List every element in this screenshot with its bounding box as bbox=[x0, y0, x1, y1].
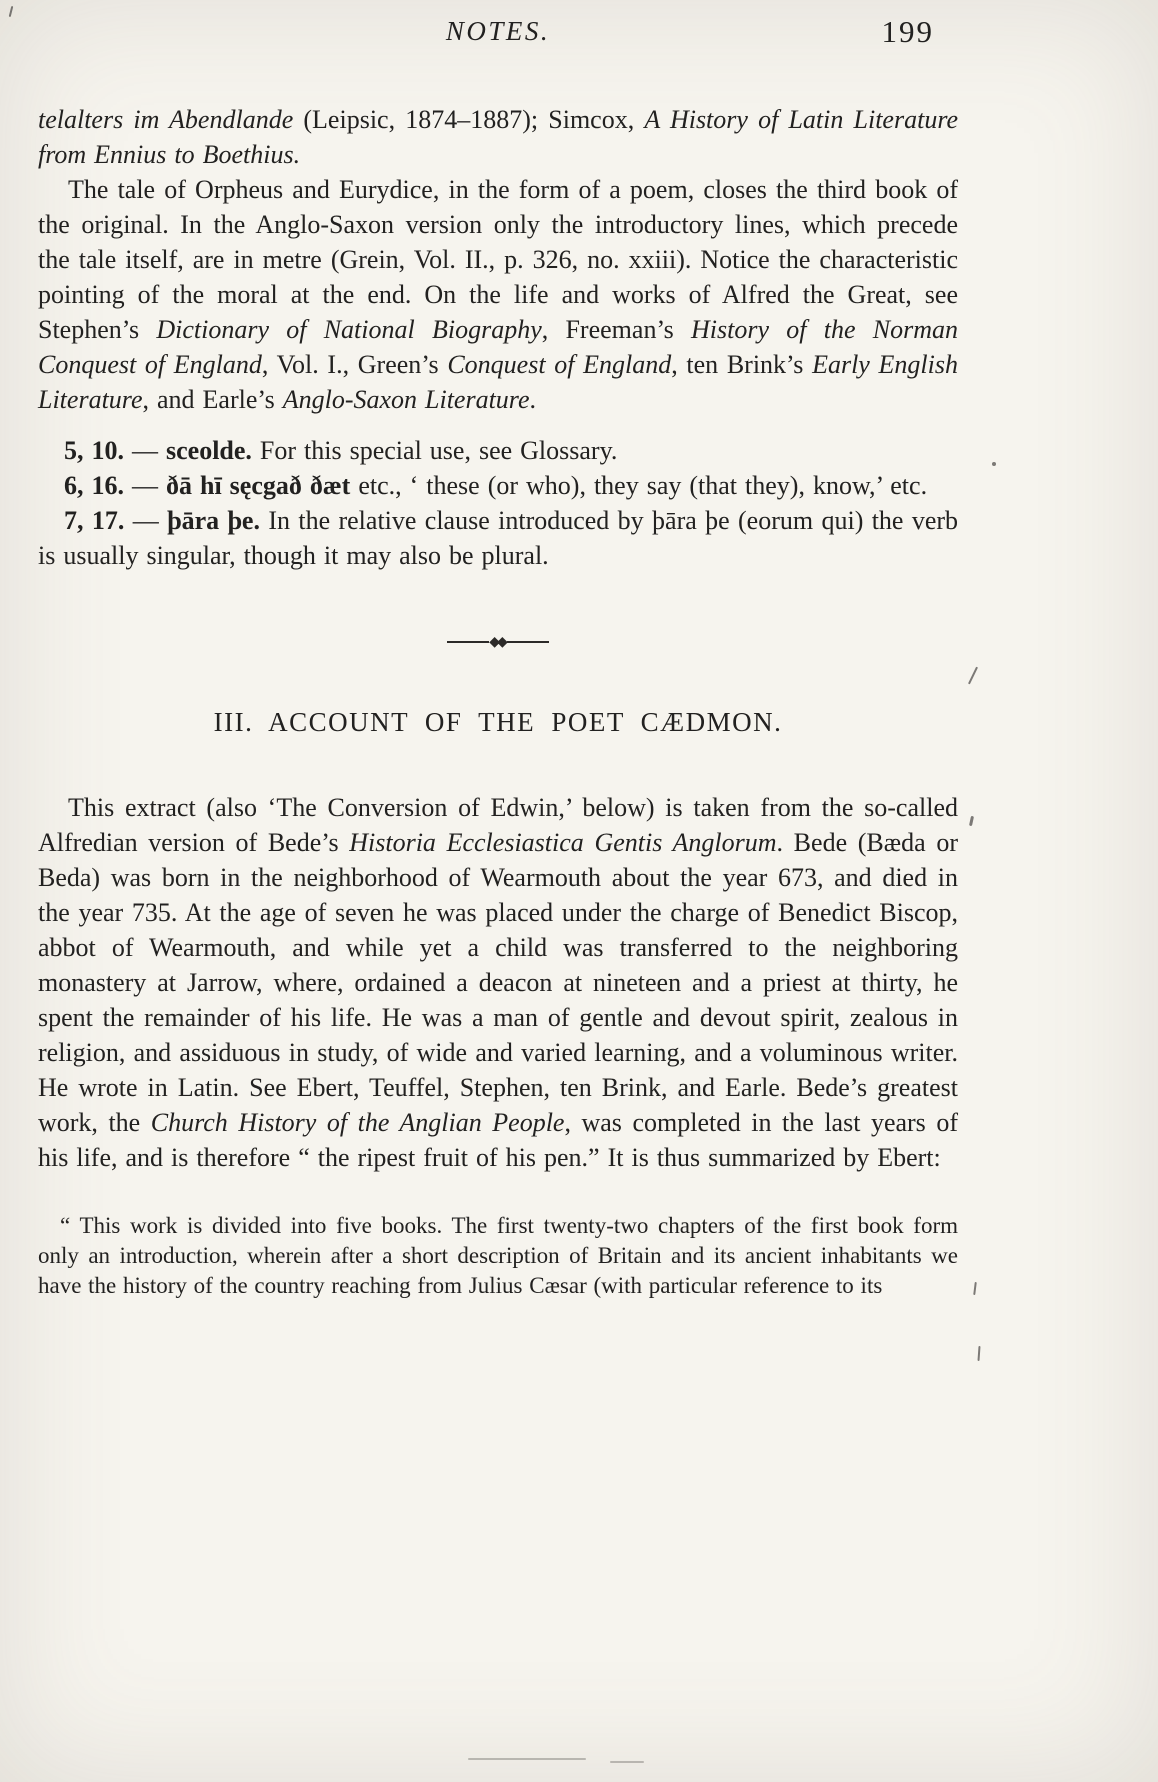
text-run: The tale of Orpheus and Eurydice, in the form of a poem, closes the third book of the original. In the Anglo-Saxon version only the introductory lines, which precede the tale itself, are in metre (Grein, Vol. II., p. 326, no. xxiii). Notice the characteristic pointing of the moral at the end. On the life and works of Alfred the Great, see Stephen’s bbox=[38, 175, 958, 344]
section-divider bbox=[38, 631, 958, 653]
diamond-ornament-icon: ◆◆ bbox=[489, 634, 505, 650]
text-run: Historia Ecclesiastica Gentis Anglorum bbox=[349, 828, 777, 857]
text-run: (Leipsic, 1874–1887); Simcox, bbox=[303, 105, 645, 134]
text-run: — bbox=[124, 506, 168, 535]
text-run: Early English Literature bbox=[38, 350, 958, 414]
note-5-10 bbox=[38, 433, 958, 468]
scan-artifact bbox=[968, 667, 978, 685]
text-run: “ This work is divided into five books. The first twenty-two chapters of the first book form only an introduction, wherein after a short description of Britain and its ancient inhabitants we have the history of the country reaching from Julius Cæsar (with particular reference to its bbox=[38, 1213, 958, 1298]
paragraph-continuation bbox=[38, 102, 958, 172]
scan-artifact bbox=[610, 1761, 644, 1763]
note-7-17 bbox=[38, 503, 958, 573]
text-run: etc., ‘ these (or who), they say (that they), know,’ etc. bbox=[350, 471, 928, 500]
divider-rule-left bbox=[447, 641, 489, 643]
page-text-block bbox=[38, 102, 958, 1301]
text-run: . bbox=[529, 385, 537, 414]
text-run: — bbox=[124, 471, 166, 500]
scan-artifact bbox=[973, 1282, 977, 1295]
note-lemma: þāra þe. bbox=[167, 506, 260, 535]
text-run: , and Earle’s bbox=[142, 385, 283, 414]
scan-artifact bbox=[969, 816, 974, 826]
running-title: NOTES. bbox=[445, 16, 551, 46]
text-run: telalters im Abendlande bbox=[38, 105, 304, 134]
text-run: , Freeman’s bbox=[541, 315, 692, 344]
scan-artifact bbox=[9, 6, 14, 17]
scan-artifact bbox=[992, 462, 996, 466]
paragraph-orpheus bbox=[38, 172, 958, 417]
text-run: , ten Brink’s bbox=[671, 350, 813, 379]
notes-section bbox=[38, 433, 958, 573]
text-run: . Bede (Bæda or Beda) was born in the neighborhood of Wearmouth about the year 673, and died in the year 735. At the age of seven he was placed under the charge of Benedict Biscop, abbot of Wearmouth, and while yet a child was transferred to the neighboring monastery at Jarrow, where, ordained a deacon at nineteen and a priest at thirty, he spent the remainder of his life. He was a man of gentle and devout spirit, zealous in religion, and assiduous in study, of wide and varied learning, and a voluminous writer. He wrote in Latin. See Ebert, Teuffel, Stephen, ten Brink, and Earle. Bede’s greatest work, the bbox=[38, 828, 958, 1137]
text-run: In the relative clause introduced by þāra þe (eorum qui) the verb is usually singular, though it may also be plural. bbox=[38, 506, 959, 570]
text-run: A History of Latin Literature from Ennius to Boethius. bbox=[38, 105, 959, 169]
scan-artifact bbox=[977, 1346, 980, 1361]
note-lemma: ðā hī sęcgað ðæt bbox=[166, 471, 351, 500]
text-run: Dictionary of National Biography bbox=[156, 315, 542, 344]
page-header bbox=[38, 16, 958, 58]
text-run: History of the Norman Conquest of England bbox=[38, 315, 958, 379]
note-ref: 5, 10. bbox=[64, 436, 124, 465]
text-run: , Vol. I., Green’s bbox=[261, 350, 448, 379]
scan-artifact bbox=[468, 1758, 586, 1760]
text-run: Church History of the Anglian People bbox=[150, 1108, 565, 1137]
text-run: This extract (also ‘The Conversion of Edwin,’ below) is taken from the so-called Alfredian version of Bede’s bbox=[38, 793, 958, 857]
note-lemma: sceolde. bbox=[166, 436, 252, 465]
note-ref: 7, 17. bbox=[64, 506, 125, 535]
note-ref: 6, 16. bbox=[64, 471, 124, 500]
section-heading: III. ACCOUNT OF THE POET CÆDMON. bbox=[213, 707, 783, 737]
text-run: , was completed in the last years of his life, and is therefore “ the ripest fruit of his pen.” It is thus summarized by Ebert: bbox=[38, 1108, 958, 1172]
text-run: — bbox=[124, 436, 166, 465]
divider-rule-right bbox=[507, 641, 549, 643]
text-run: Conquest of England bbox=[447, 350, 672, 379]
paragraph-bede bbox=[38, 790, 958, 1175]
paragraph-ebert-quote bbox=[38, 1211, 958, 1301]
page-number: 199 bbox=[881, 14, 934, 49]
note-6-16 bbox=[38, 468, 958, 503]
text-run: Anglo-Saxon Literature bbox=[282, 385, 530, 414]
text-run: For this special use, see Glossary. bbox=[251, 436, 618, 465]
